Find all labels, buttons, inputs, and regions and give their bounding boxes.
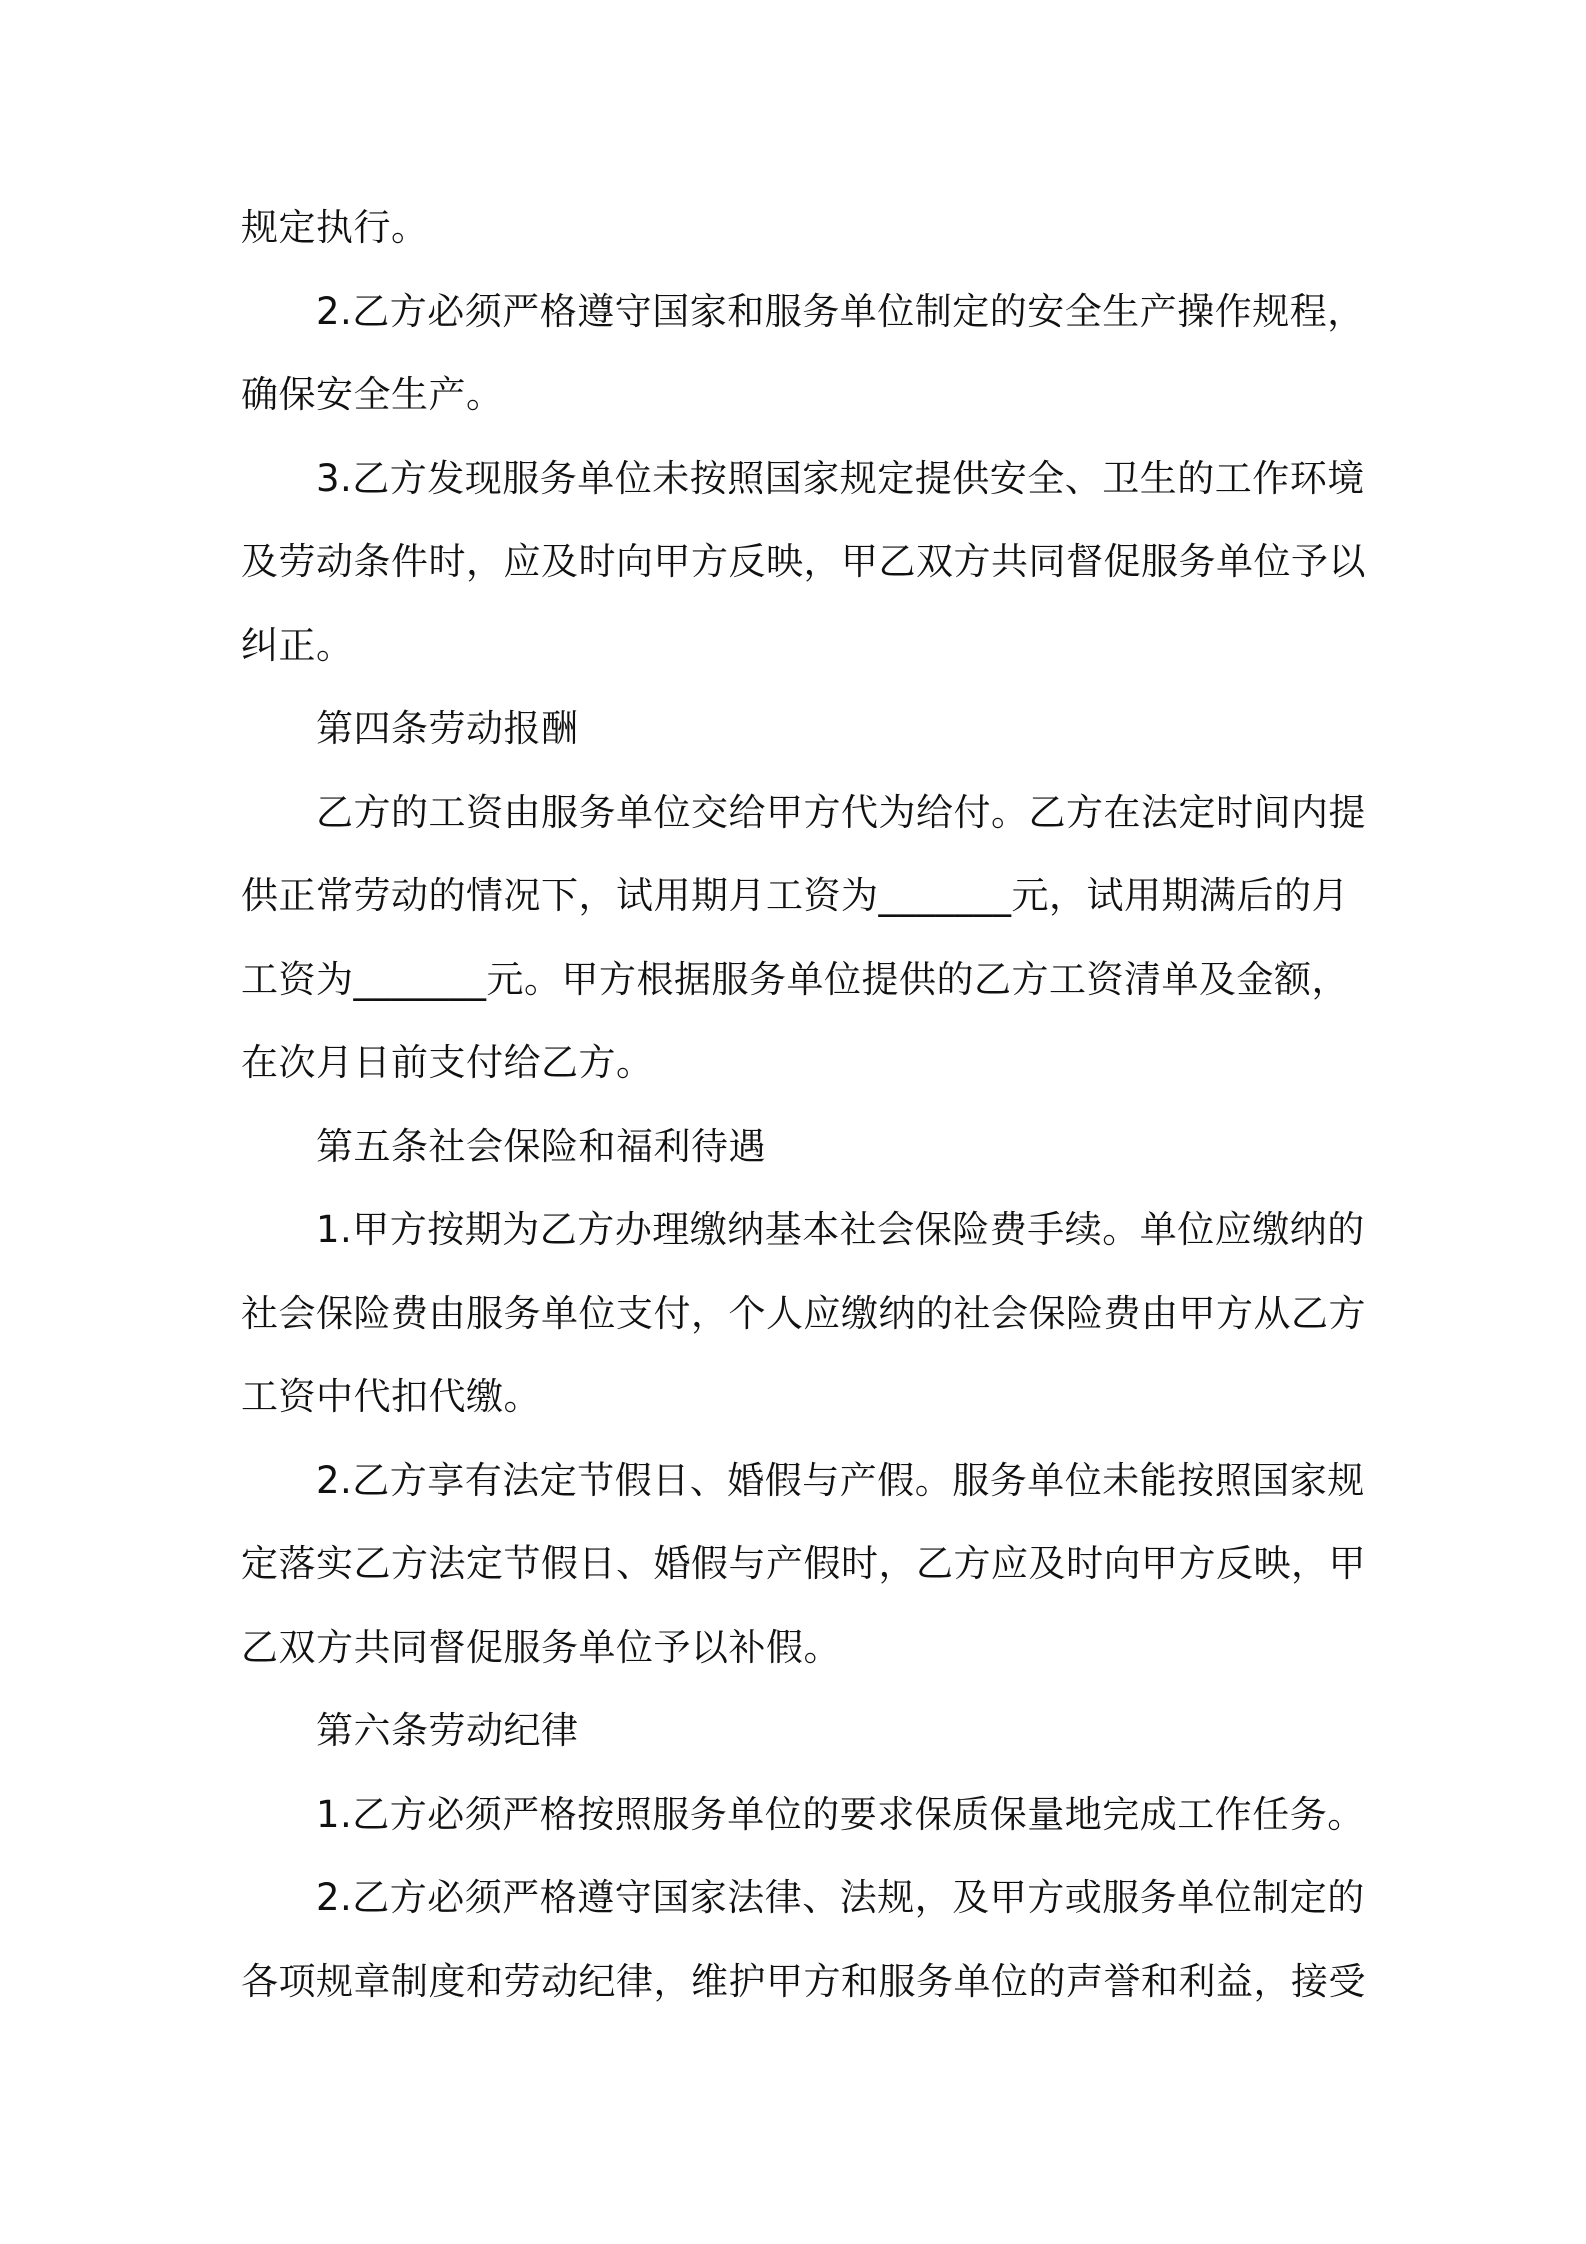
text-line: 3.乙方发现服务单位未按照国家规定提供安全、卫生的工作环境: [316, 457, 1365, 500]
text-line: 乙双方共同督促服务单位予以补假。: [241, 1626, 841, 1669]
text-line: 工资为_______元。甲方根据服务单位提供的乙方工资清单及金额，: [241, 958, 1349, 1001]
text-line: 2.乙方必须严格遵守国家法律、法规，及甲方或服务单位制定的: [316, 1876, 1365, 1919]
text-line: 纠正。: [241, 624, 354, 667]
text-line: 定落实乙方法定节假日、婚假与产假时，乙方应及时向甲方反映，甲: [241, 1542, 1366, 1585]
text-line: 各项规章制度和劳动纪律，维护甲方和服务单位的声誉和利益，接受: [241, 1960, 1366, 2003]
section-heading: 第六条劳动纪律: [316, 1709, 579, 1752]
text-line: 乙方的工资由服务单位交给甲方代为给付。乙方在法定时间内提: [316, 791, 1366, 834]
text-line: 在次月日前支付给乙方。: [241, 1041, 654, 1084]
text-line: 工资中代扣代缴。: [241, 1375, 541, 1418]
text-line: 2.乙方必须严格遵守国家和服务单位制定的安全生产操作规程，: [316, 290, 1365, 333]
text-line: 确保安全生产。: [241, 373, 504, 416]
text-line: 供正常劳动的情况下，试用期月工资为_______元，试用期满后的月: [241, 874, 1349, 917]
text-line: 规定执行。: [241, 206, 429, 249]
section-heading: 第四条劳动报酬: [316, 707, 579, 750]
text-line: 2.乙方享有法定节假日、婚假与产假。服务单位未能按照国家规: [316, 1459, 1365, 1502]
text-line: 社会保险费由服务单位支付，个人应缴纳的社会保险费由甲方从乙方: [241, 1292, 1366, 1335]
section-heading: 第五条社会保险和福利待遇: [316, 1125, 766, 1168]
text-line: 1.乙方必须严格按照服务单位的要求保质保量地完成工作任务。: [316, 1793, 1365, 1836]
text-line: 1.甲方按期为乙方办理缴纳基本社会保险费手续。单位应缴纳的: [316, 1208, 1365, 1251]
text-line: 及劳动条件时，应及时向甲方反映，甲乙双方共同督促服务单位予以: [241, 540, 1366, 583]
